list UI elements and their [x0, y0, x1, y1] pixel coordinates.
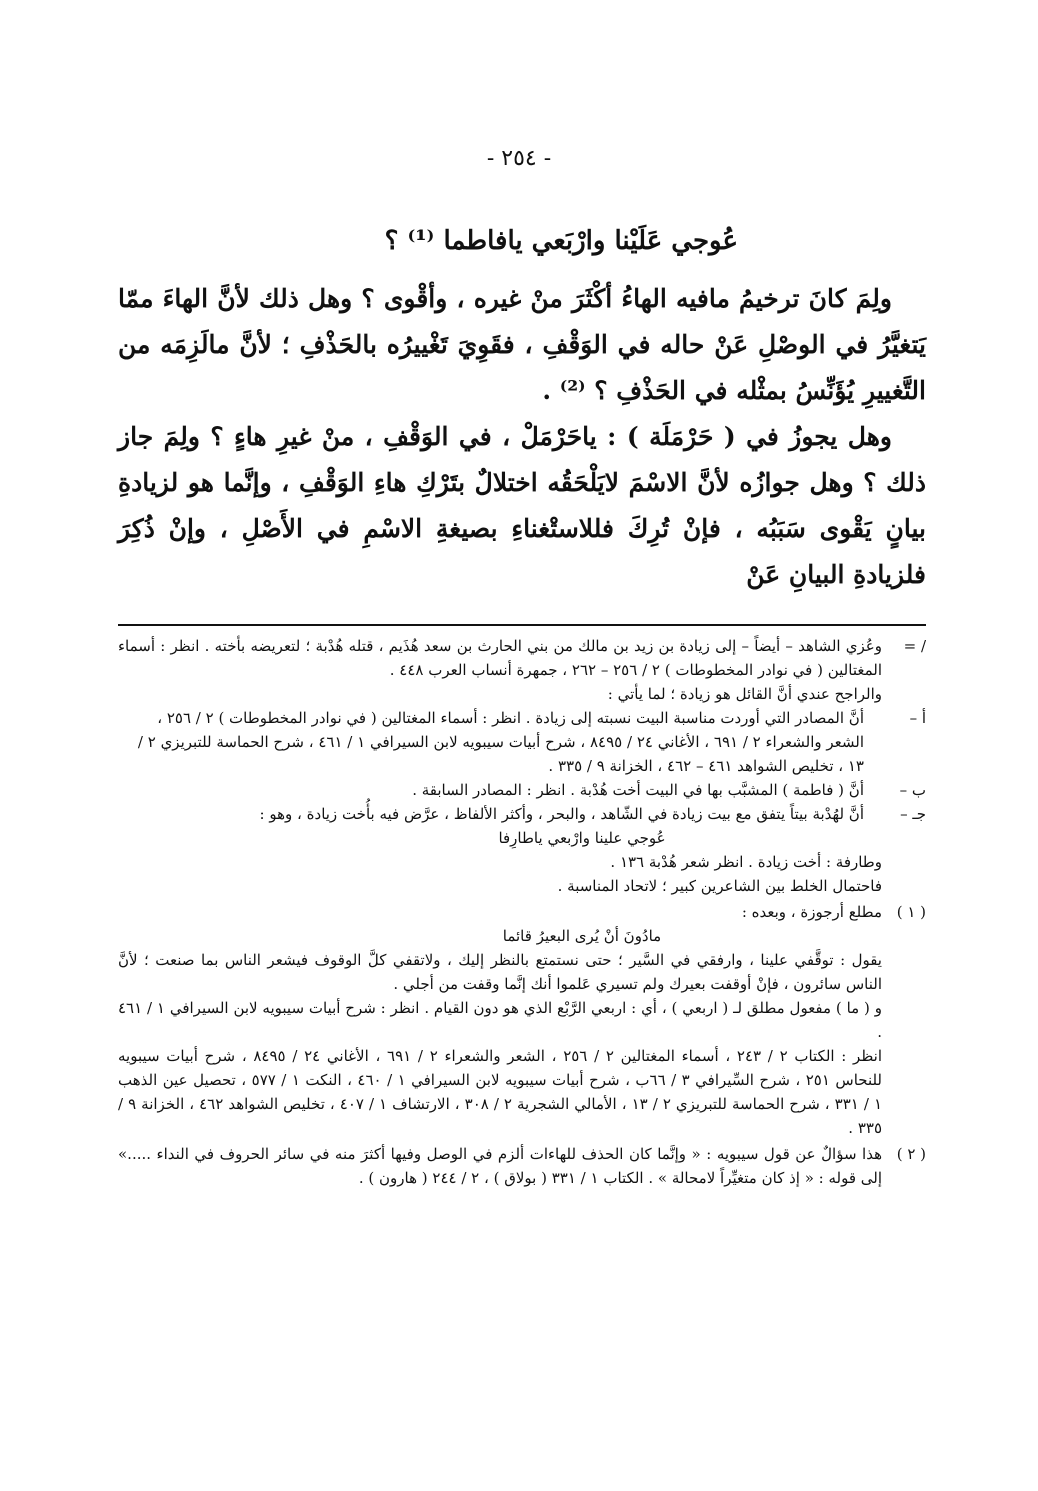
- footnote-text: والراجح عندي أنَّ القائل هو زيادة ؛ لما يأتي :: [607, 685, 882, 703]
- main-text: [118, 276, 926, 598]
- footnote-separator: [118, 624, 926, 626]
- footnote-text: مطلع أرجوزة ، وبعده :: [741, 903, 882, 921]
- footnote-text: وعُزي الشاهد – أيضاً – إلى زيادة بن زيد بن مالك من بني الحارث بن سعد هُذَيم ، قتله هُدْبة ؛ لتعريضه بأخته . انظر : أسماء المغتالين ( في نوادر المخطوطات ) ٢ / ٢٥٦ – ٢٦٢ ، جمهرة أنساب العرب ٤٤٨ .: [118, 637, 882, 679]
- footnote-text: انظر : الكتاب ٢ / ٢٤٣ ، أسماء المغتالين ٢ / ٢٥٦ ، الشعر والشعراء ٢ / ٦٩١ ، الأغاني ٢٤ / ٨٤٩٥ ، شرح أبيات سيبويه للنحاس ٢٥١ ، شرح السِّيرافي ٣ / ٦٦ب ، شرح أبيات سيبويه لابن السيرافي ١ / ٤٦٠ ، النكت ١ / ٥٧٧ ، تحصيل عين الذهب ١ / ٣٣١ ، شرح الحماسة للتبريزي ٢ / ١٣ ، الأمالي الشجرية ٢ / ٣٠٨ ، الارتشاف ١ / ٤٠٧ ، تخليص الشواهد ٤٦٢ ، الخزانة ٩ / ٣٣٥ .: [118, 1047, 883, 1137]
- footnote-subitem: [118, 706, 926, 778]
- subitem-marker: ب –: [899, 781, 926, 799]
- footnote-marker: ( ٢ ): [896, 1145, 926, 1163]
- page-number: - ٢٥٤ -: [486, 146, 552, 171]
- footnote-line: [118, 850, 926, 874]
- subitem-text: أنَّ ( فاطمة ) المشبَّب بها في البيت أخت هُدْبة . انظر : المصادر السابقة .: [412, 781, 864, 799]
- footnote-marker: / =: [903, 637, 926, 655]
- footnote-marker: ( ١ ): [896, 903, 926, 921]
- poetry-verse: عُوجي عَلَيْنا وارْبَعي يافاطما ⁽¹⁾ ؟: [384, 226, 738, 256]
- footnote-line: [118, 1044, 926, 1140]
- footnote-text: و ( ما ) مفعول مطلق لـ ( اربعي ) ، أي : اربعي الرَّبْع الذي هو دون القيام . انظر : شرح أبيات سيبويه لابن السيرافي ١ / ٤٦١ .: [118, 999, 882, 1041]
- footnote-line: [118, 874, 926, 898]
- subitem-text: أنَّ المصادر التي أوردت مناسبة البيت نسبته إلى زيادة . انظر : أسماء المغتالين ( في نوادر المخطوطات ) ٢ / ٢٥٦ ، الشعر والشعراء ٢ / ٦٩١ ، الأغاني ٢٤ / ٨٤٩٥ ، شرح أبيات سيبويه لابن السيرافي ١ / ٤٦١ ، شرح الحماسة للتبريزي ٢ / ١٣ ، تخليص الشواهد ٤٦١ – ٤٦٢ ، الخزانة ٩ / ٣٣٥ .: [137, 709, 864, 775]
- subitem-text: أنَّ لهُدْبة بيتاً يتفق مع بيت زيادة في الشّاهد ، والبحر ، وأكثر الألفاظ ، عرَّض فيه بأُخت زيادة ، وهو :: [259, 805, 864, 823]
- footnote-verse: مادُونَ أنْ يُرى البعيرُ قائما: [502, 927, 662, 945]
- footnote-2: [118, 1142, 926, 1190]
- footnote-text: فاحتمال الخلط بين الشاعرين كبير ؛ لاتحاد المناسبة .: [557, 877, 882, 895]
- subitem-marker: أ –: [909, 709, 926, 727]
- footnote-line: [118, 948, 926, 996]
- footnote-continued: [118, 634, 926, 682]
- footnote-verse: عُوجي علينا وارْبعي ياطارِفا: [498, 829, 666, 847]
- footnote-text: يقول : توقَّفي علينا ، وارفقي في السَّير ؛ حتى نستمتع بالنظر إليك ، ولاتقفي كلَّ الوقوف فيشعر الناس بما صنعت ؛ لأنَّ الناس سائرون ، فإنْ أوقفت بعيرك ولم تسيري عَلموا أنك إنَّما وقفت من أجلي .: [118, 951, 882, 993]
- subitem-marker: جـ –: [900, 805, 926, 823]
- main-paragraph: وهل يجوزُ في ( حَرْمَلَة ) : ياحَرْمَلْ ، في الوَقْفِ ، منْ غيرِ هاءٍ ؟ ولِمَ جاز ذلك ؟ وهل جوازُه لأنَّ الاسْمَ لايَلْحَقُه اختلالٌ بتَرْكِ هاءِ الوَقْفِ ، وإنَّما هو لزيادةِ بيانٍ يَقْوى سَبَبُه ، فإنْ تُرِكَ فللاستْغناءِ بصيغةِ الاسْمِ في الأَصْلِ ، وإنْ ذُكِرَ فلزيادةِ البيانِ عَنْ: [118, 422, 926, 589]
- footnote-line: [118, 996, 926, 1044]
- footnote-line: [118, 682, 926, 706]
- main-paragraph: ولِمَ كانَ ترخيمُ مافيه الهاءُ أكْثَرَ منْ غيره ، وأقْوى ؟ وهل ذلك لأنَّ الهاءَ ممّا يَتغيَّرُ في الوصْلِ عَنْ حاله في الوَقْفِ ، فقَوِيَ تَغْييرُه بالحَذْفِ ؛ لأنَّ مالَزِمَه من التَّغييرِ يُؤَنِّسُ بمثْله في الحَذْفِ ؟ ⁽²⁾ .: [118, 284, 926, 405]
- footnote-subitem: [118, 802, 926, 826]
- footnotes: [118, 634, 926, 1190]
- footnote-1: [118, 900, 926, 924]
- footnote-subitem: [118, 778, 926, 802]
- footnote-text: وطارفة : أخت زيادة . انظر شعر هُدْبة ١٣٦ .: [610, 853, 882, 871]
- footnote-text: هذا سؤالٌ عن قول سيبويه : « وإنَّما كان الحذف للهاءات ألزم في الوصل وفيها أكثرَ منه في سائر الحروف في النداء .....» إلى قوله : « إذ كان متغيِّراً لامحالة » . الكتاب ١ / ٣٣١ ( بولاق ) ، ٢ / ٢٤٤ ( هارون ) .: [118, 1145, 882, 1187]
